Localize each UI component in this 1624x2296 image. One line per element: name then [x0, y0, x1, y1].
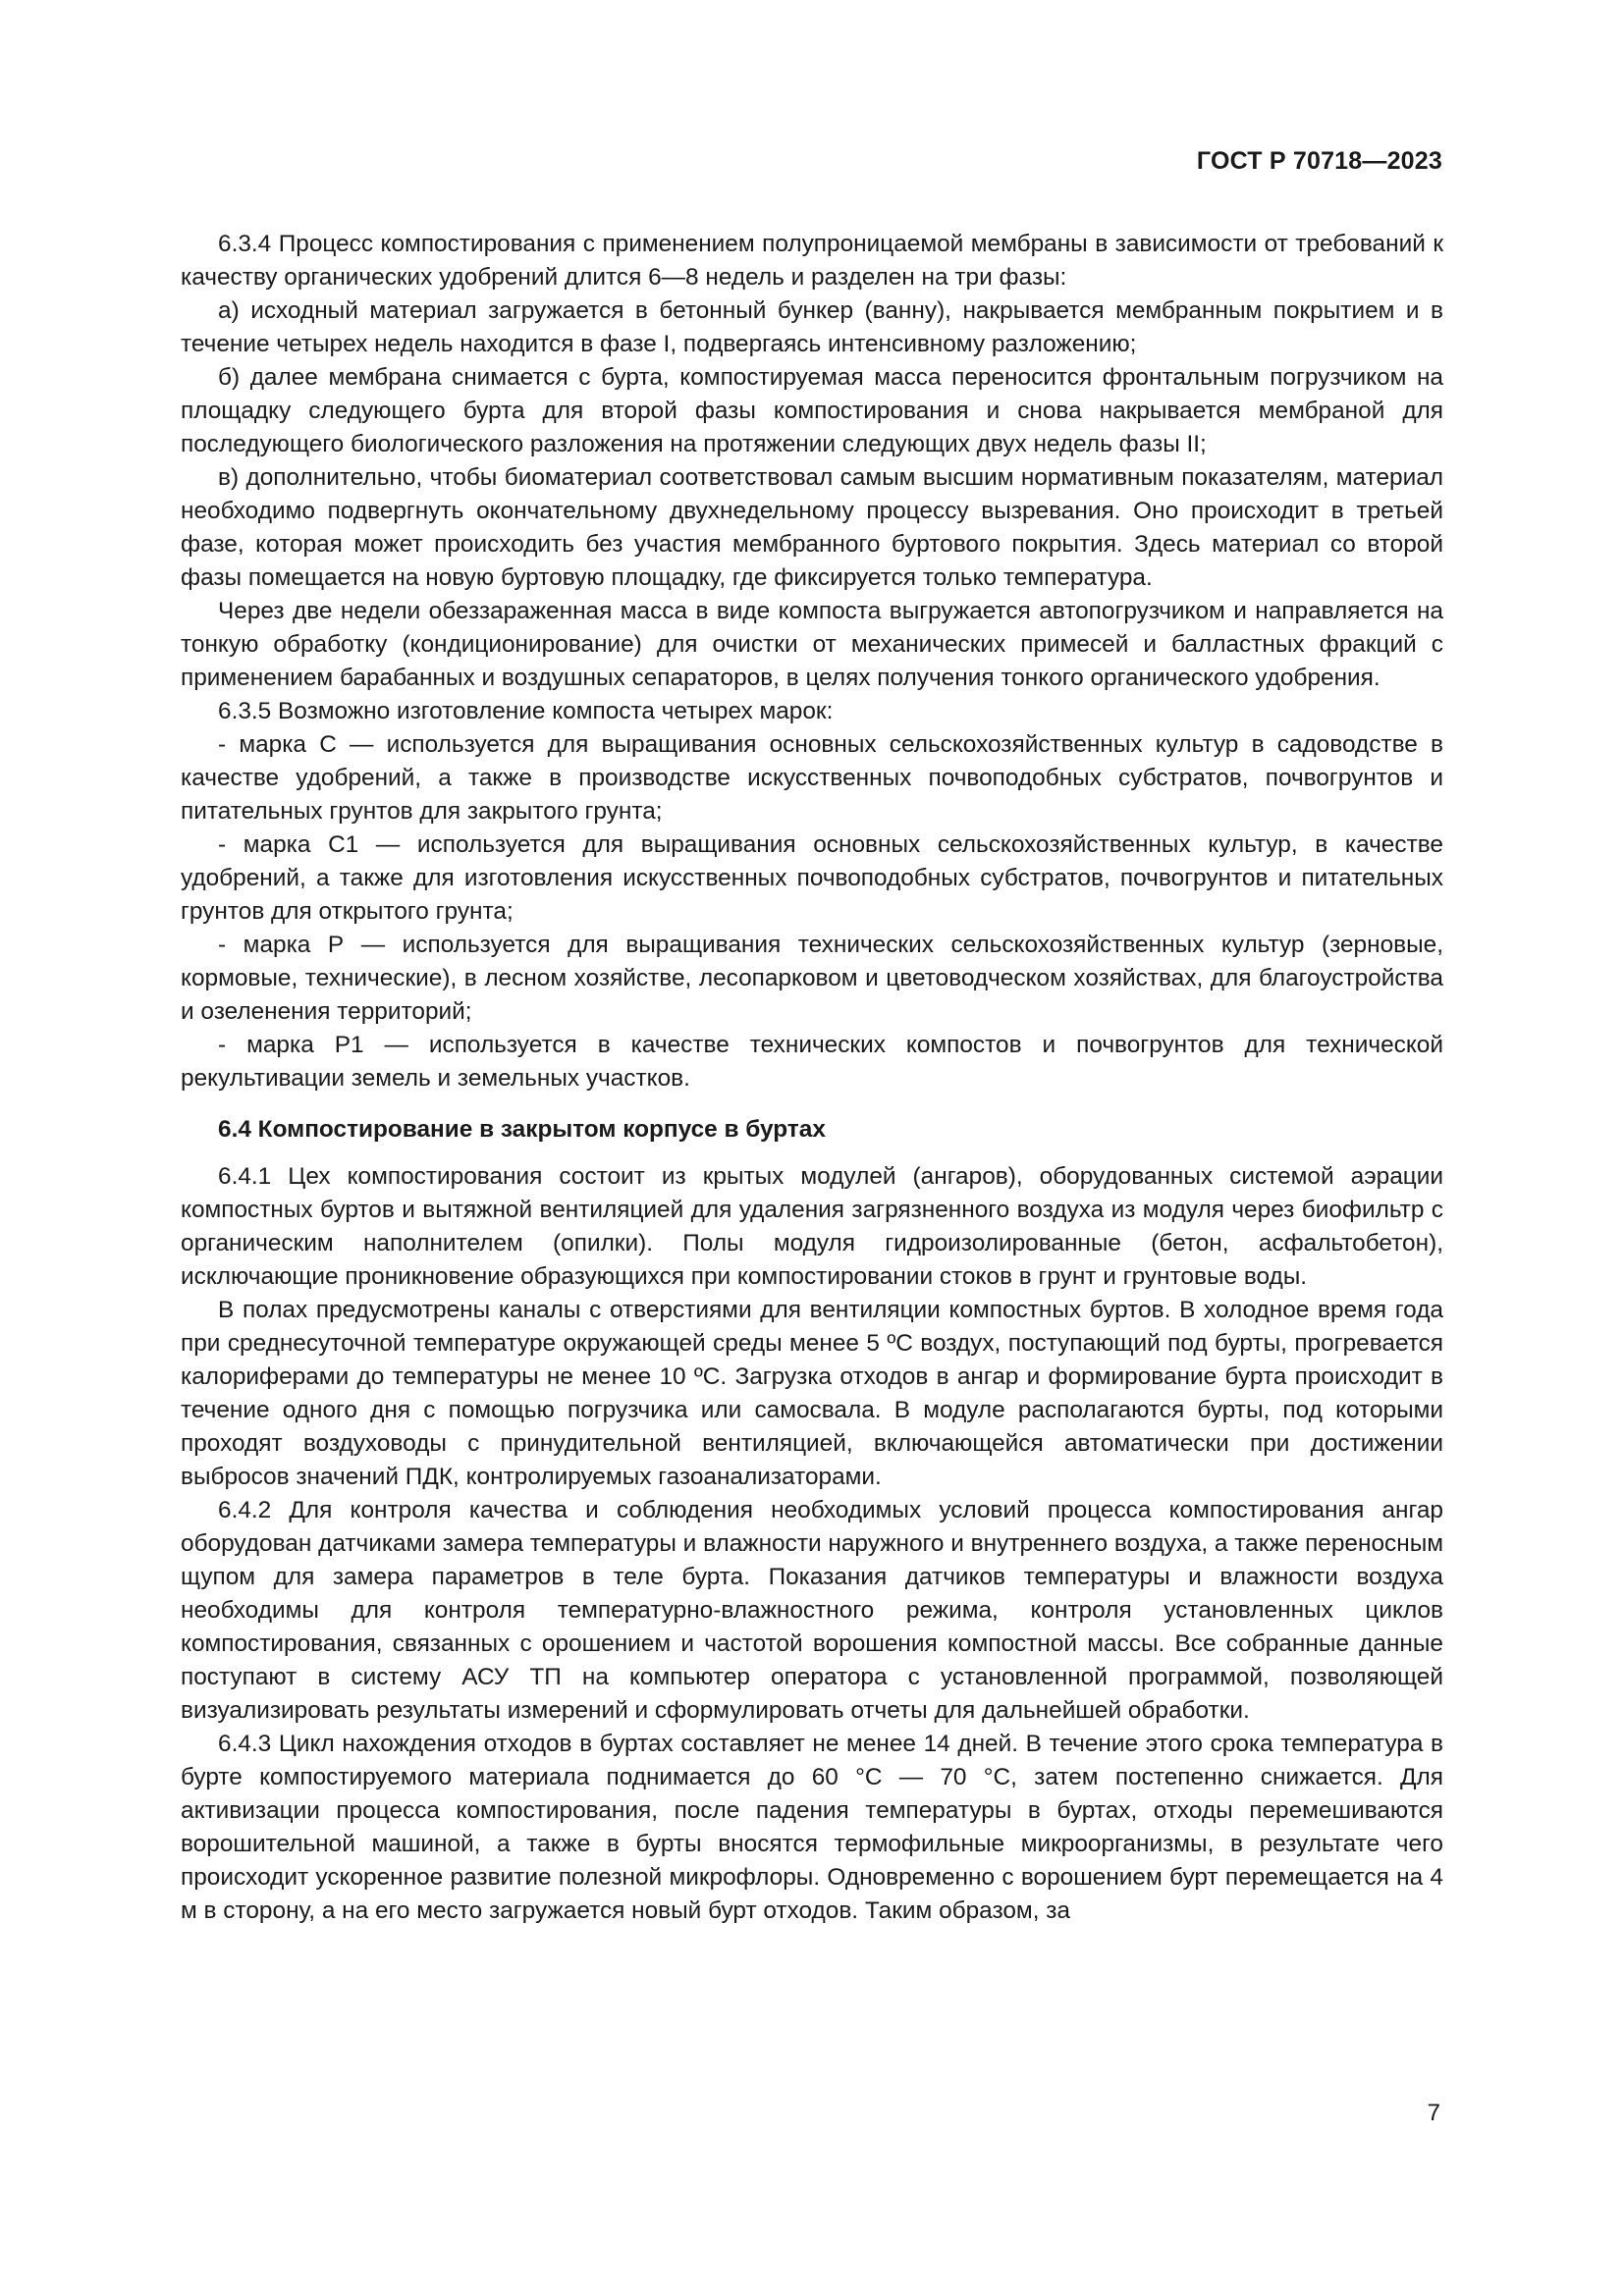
list-item-phase-a: а) исходный материал загружается в бетонный бункер (ванну), накрывается мембранным покрытием и в течение четырех недель находится в фазе I, подвергаясь интенсивному разложению; — [181, 297, 1443, 357]
paragraph-6-3-5-intro: 6.3.5 Возможно изготовление компоста четырех марок: — [218, 698, 834, 724]
list-item-brand-p: - марка Р — используется для выращивания технических сельскохозяйственных культур (зерновые, кормовые, технические), в лесном хозяйстве, лесопарковом и цветоводческом хозяйствах, для благоустройства и озеленения территорий; — [181, 932, 1443, 1025]
section-heading-6-4: 6.4 Компостирование в закрытом корпусе в буртах — [218, 1116, 826, 1143]
list-item-brand-c1: - марка С1 — используется для выращивания основных сельскохозяйственных культур, в качестве удобрений, а также для изготовления искусственных почвоподобных субстратов, почвогрунтов и питательных грунтов для открытого грунта; — [181, 831, 1443, 925]
list-item-phase-b: б) далее мембрана снимается с бурта, компостируемая масса переносится фронтальным погрузчиком на площадку следующего бурта для второй фазы компостирования и снова накрывается мембраной для последующего биологического разложения на протяжении следующих двух недель фазы II; — [181, 364, 1443, 457]
list-item-brand-c: - марка С — используется для выращивания основных сельскохозяйственных культур в садоводстве в качестве удобрений, а также в производстве искусственных почвоподобных субстратов, почвогрунтов и питательных грунтов для закрытого грунта; — [181, 731, 1443, 825]
list-item-phase-v: в) дополнительно, чтобы биоматериал соответствовал самым высшим нормативным показателям, материал необходимо подвергнуть окончательному двухнедельному процессу вызревания. Оно происходит в третьей фазе, которая может происходить без участия мембранного буртового покрытия. Здесь материал со второй фазы помещается на новую буртовую площадку, где фиксируется только температура. — [181, 464, 1443, 591]
paragraph-6-3-4-closing: Через две недели обеззараженная масса в виде компоста выгружается автопогрузчиком и направляется на тонкую обработку (кондиционирование) для очистки от механических примесей и балластных фракций с применением барабанных и воздушных сепараторов, в целях получения тонкого органического удобрения. — [181, 598, 1443, 691]
standard-header: ГОСТ Р 70718—2023 — [1196, 147, 1442, 175]
paragraph-6-4-1: 6.4.1 Цех компостирования состоит из крытых модулей (ангаров), оборудованных системой аэрации компостных буртов и вытяжной вентиляцией для удаления загрязненного воздуха из модуля через биофильтр с органическим наполнителем (опилки). Полы модуля гидроизолированные (бетон, асфальтобетон), исключающие проникновение образующихся при компостировании стоков в грунт и грунтовые воды. — [181, 1163, 1443, 1290]
list-item-brand-p1: - марка Р1 — используется в качестве технических компостов и почвогрунтов для технической рекультивации земель и земельных участков. — [181, 1032, 1443, 1092]
paragraph-6-4-3: 6.4.3 Цикл нахождения отходов в буртах составляет не менее 14 дней. В течение этого срока температура в бурте компостируемого материала поднимается до 60 °С — 70 °С, затем постепенно снижается. Для активизации процесса компостирования, после падения температуры в буртах, отходы перемешиваются ворошительной машиной, а также в бурты вносятся термофильные микроорганизмы, в результате чего происходит ускоренное развитие полезной микрофлоры. Одновременно с ворошением бурт перемещается на 4 м в сторону, а на его место загружается новый бурт отходов. Таким образом, за — [181, 1731, 1443, 1924]
paragraph-6-4-2: 6.4.2 Для контроля качества и соблюдения необходимых условий процесса компостирования ангар оборудован датчиками замера температуры и влажности наружного и внутреннего воздуха, а также переносным щупом для замера параметров в теле бурта. Показания датчиков температуры и влажности воздуха необходимы для контроля температурно-влажностного режима, контроля установленных циклов компостирования, связанных с орошением и частотой ворошения компостной массы. Все собранные данные поступают в систему АСУ ТП на компьютер оператора с установленной программой, позволяющей визуализировать результаты измерений и сформулировать отчеты для дальнейшей обработки. — [181, 1497, 1443, 1724]
paragraph-floors: В полах предусмотрены каналы с отверстиями для вентиляции компостных буртов. В холодное время года при среднесуточной температуре окружающей среды менее 5 ºС воздух, поступающий под бурты, прогревается калориферами до температуры не менее 10 ºС. Загрузка отходов в ангар и формирование бурта происходит в течение одного дня с помощью погрузчика или самосвала. В модуле располагаются бурты, под которыми проходят воздуховоды с принудительной вентиляцией, включающейся автоматически при достижении выбросов значений ПДК, контролируемых газоанализаторами. — [181, 1297, 1443, 1490]
page-number: 7 — [1427, 2100, 1440, 2126]
paragraph-6-3-4-intro: 6.3.4 Процесс компостирования с применением полупроницаемой мембраны в зависимости от требований к качеству органических удобрений длится 6—8 недель и разделен на три фазы: — [181, 231, 1443, 291]
document-body — [181, 228, 1443, 1928]
